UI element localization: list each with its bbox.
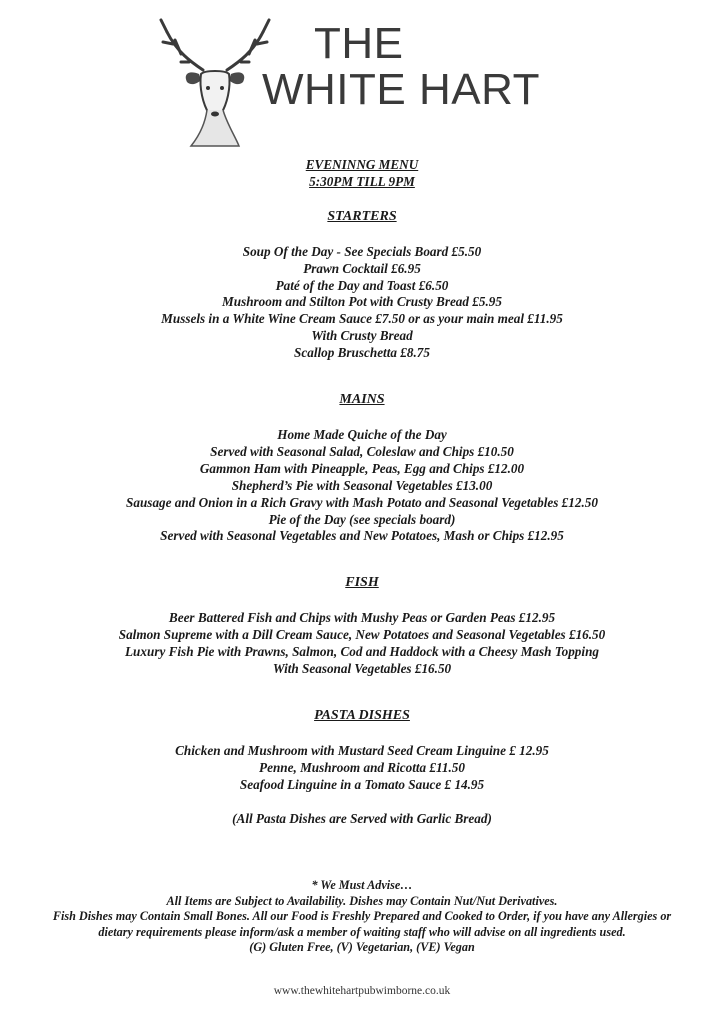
menu-item: Scallop Bruschetta £8.75 [294,345,430,361]
section-title-mains: MAINS [339,392,385,408]
brand-line-2: WHITE HART [262,65,540,114]
menu-item: Seafood Linguine in a Tomato Sauce £ 14.95 [239,776,485,792]
menu-item: Shepherd’s Pie with Seasonal Vegetables £13.00 [231,477,493,493]
menu-item: Salmon Supreme with a Dill Cream Sauce, New Potatoes and Seasonal Vegetables £16.50 [118,627,606,643]
menu-item: Mussels in a White Wine Cream Sauce £7.50 or as your main meal £11.95 [161,311,563,327]
menu-item: Gammon Ham with Pineapple, Peas, Egg and Chips £12.00 [199,460,525,476]
header [0,0,724,150]
menu-item: Beer Battered Fish and Chips with Mushy Peas or Garden Peas £12.95 [168,610,556,626]
menu [0,157,724,828]
menu-item: Luxury Fish Pie with Prawns, Salmon, Cod and Haddock with a Cheesy Mash Topping [125,644,599,660]
pasta-note: (All Pasta Dishes are Served with Garlic Bread) [232,811,492,827]
advice-line: dietary requirements please inform/ask a member of waiting staff who will advise on all ingredients used. [98,924,626,939]
menu-hours: 5:30PM TILL 9PM [309,173,415,189]
section-title-starters: STARTERS [327,208,397,224]
menu-item: Mushroom and Stilton Pot with Crusty Bread £5.95 [222,294,502,310]
menu-item: Paté of the Day and Toast £6.50 [275,277,449,293]
menu-item: Sausage and Onion in a Rich Gravy with Mash Potato and Seasonal Vegetables £12.50 [126,494,598,510]
menu-item: With Crusty Bread [311,328,413,344]
allergen-advice [0,878,724,956]
stag-logo-icon [155,12,275,147]
brand-name [262,19,540,114]
section-title-pasta-dishes: PASTA DISHES [314,707,410,723]
section-title-fish: FISH [345,575,379,591]
advice-line: (G) Gluten Free, (V) Vegetarian, (VE) Vegan [249,940,475,955]
menu-item: Pie of the Day (see specials board) [268,511,456,527]
menu-item: Penne, Mushroom and Ricotta £11.50 [259,759,465,775]
menu-item: Chicken and Mushroom with Mustard Seed Cream Linguine £ 12.95 [175,742,549,758]
advice-line: Fish Dishes may Contain Small Bones. All our Food is Freshly Prepared and Cooked to Order, if you have any Allergies or [52,909,672,924]
menu-item: Soup Of the Day - See Specials Board £5.50 [242,243,482,259]
website-link[interactable]: www.thewhitehartpubwimborne.co.uk [273,985,451,997]
menu-item: Prawn Cocktail £6.95 [303,260,421,276]
advice-line: * We Must Advise… [311,878,413,892]
menu-item: Served with Seasonal Vegetables and New Potatoes, Mash or Chips £12.95 [160,528,564,544]
menu-title: EVENINNG MENU [305,157,419,172]
menu-item: With Seasonal Vegetables £16.50 [272,660,452,676]
menu-item: Home Made Quiche of the Day [277,426,447,442]
advice-line: All Items are Subject to Availability. Dishes may Contain Nut/Nut Derivatives. [166,893,558,908]
menu-item: Served with Seasonal Salad, Coleslaw and Chips £10.50 [210,443,514,459]
brand-line-1: THE [314,19,404,68]
